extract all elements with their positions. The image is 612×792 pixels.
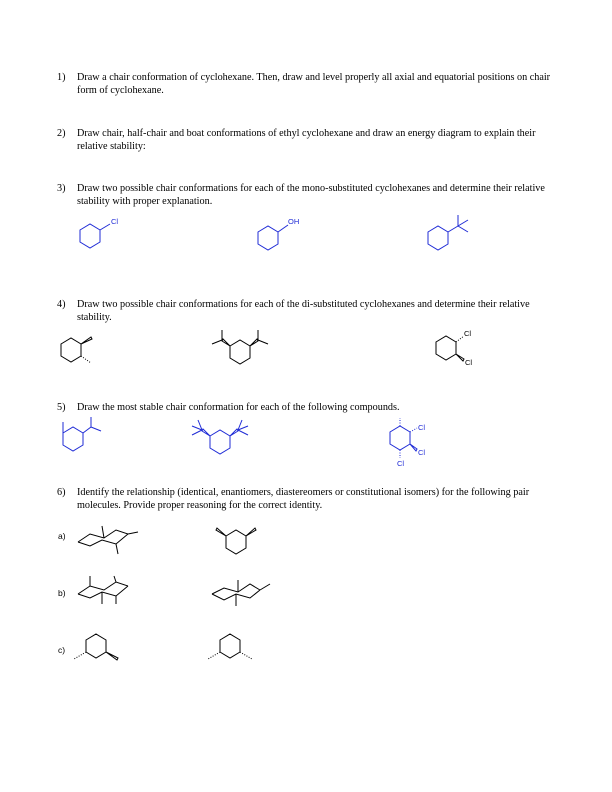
question-number: 1) bbox=[57, 72, 66, 83]
di-tert-butylcyclohexane-structure bbox=[180, 414, 260, 462]
dimethylcyclohexane-structure bbox=[55, 330, 115, 372]
isopropylmethylcyclohexane-structure bbox=[55, 413, 115, 461]
pair-label-b: b) bbox=[58, 588, 66, 598]
question-text: Draw two possible chair conformations for each of the di-substituted cyclohexanes and determine their relative stability. bbox=[77, 299, 530, 323]
chlorocyclohexane-structure bbox=[70, 212, 130, 260]
pair-b-right-chair bbox=[208, 578, 278, 614]
atom-label: Cl bbox=[111, 217, 119, 226]
pair-label-c: c) bbox=[58, 645, 66, 655]
pair-a-right-cyclohexane bbox=[212, 518, 272, 564]
question-number: 2) bbox=[57, 128, 66, 139]
dichlorocyclohexane-structure bbox=[430, 326, 490, 372]
pair-c-left-cyclohexane bbox=[68, 626, 138, 672]
question-number: 4) bbox=[57, 299, 66, 310]
question-number: 3) bbox=[57, 183, 66, 194]
pair-b-left-chair bbox=[74, 574, 144, 610]
diisopropylcyclohexane-structure bbox=[200, 328, 280, 374]
question-text: Draw chair, half-chair and boat conformations of ethyl cyclohexane and draw an energy diagram to explain their relative stability: bbox=[77, 128, 536, 152]
pair-label-a: a) bbox=[58, 531, 66, 541]
question-text: Draw two possible chair conformations for each of the mono-substituted cyclohexanes and determine their relative stability with proper explanation. bbox=[77, 183, 545, 207]
question-number: 5) bbox=[57, 402, 66, 413]
question-text: Draw the most stable chair conformation for each of the following compounds. bbox=[77, 402, 400, 413]
atom-label: Cl bbox=[397, 459, 405, 468]
tert-butylcyclohexane-structure bbox=[420, 210, 490, 260]
atom-label: Cl bbox=[418, 423, 426, 432]
atom-label: Cl bbox=[464, 329, 472, 338]
question-text: Draw a chair conformation of cyclohexane. Then, draw and level properly all axial and equatorial positions on chair form of cyclohexane. bbox=[77, 72, 551, 96]
question-number: 6) bbox=[57, 487, 66, 498]
pair-c-right-cyclohexane bbox=[200, 626, 270, 672]
atom-label: Cl bbox=[418, 448, 426, 457]
trichlorocyclohexane-structure bbox=[384, 416, 444, 470]
atom-label: Cl bbox=[465, 358, 473, 367]
question-text: Identify the relationship (identical, enantiomers, diastereomers or constitutional isomers) for the following pair molecules. Provide proper reasoning for the correct identity. bbox=[77, 487, 530, 511]
atom-label: OH bbox=[288, 217, 300, 226]
pair-a-left-chair bbox=[74, 520, 144, 556]
cyclohexanol-structure bbox=[250, 212, 310, 260]
